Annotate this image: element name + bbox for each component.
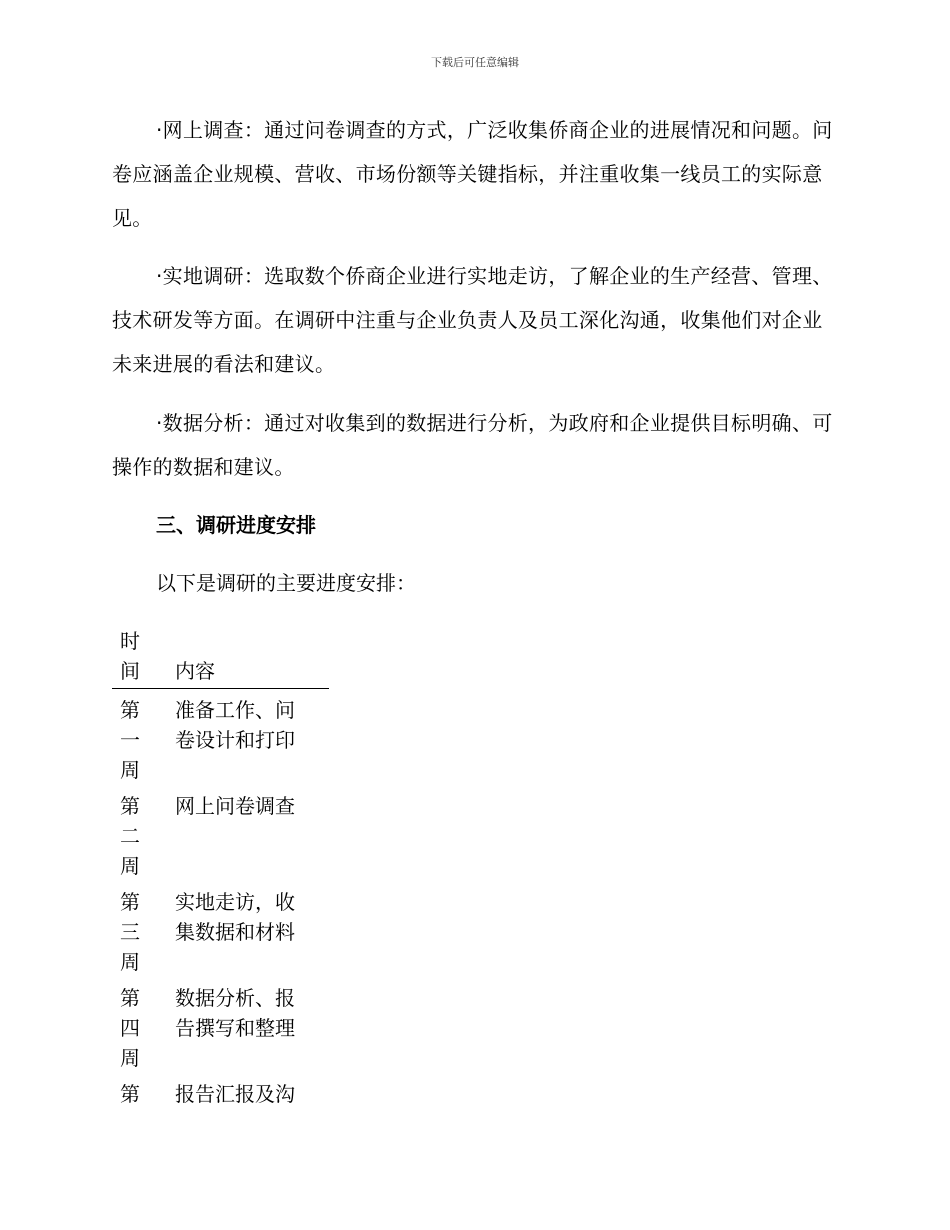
table-row <box>112 1073 329 1109</box>
header-time: 时间 <box>112 626 175 689</box>
paragraph-online-survey: ·网上调查：通过问卷调查的方式，广泛收集侨商企业的进展情况和问题。问卷应涵盖企业规模、营收、市场份额等关键指标，并注重收集一线员工的实际意见。 <box>112 118 833 230</box>
section-intro: 以下是调研的主要进度安排： <box>156 571 416 595</box>
row-content: 网上问卷调查 <box>175 794 295 818</box>
row-time: 第三周 <box>120 890 140 974</box>
row-time: 第四周 <box>120 986 140 1070</box>
row-content: 实地走访，收集数据和材料 <box>175 890 295 944</box>
paragraph-data-analysis: ·数据分析：通过对收集到的数据进行分析，为政府和企业提供目标明确、可操作的数据和建议。 <box>112 411 833 479</box>
row-time: 第二周 <box>120 794 140 878</box>
schedule-table <box>112 626 329 1109</box>
row-time: 第一周 <box>120 698 140 782</box>
row-content: 准备工作、问卷设计和打印 <box>175 698 295 752</box>
row-content: 数据分析、报告撰写和整理 <box>175 986 295 1040</box>
table-row <box>112 785 329 881</box>
table-row <box>112 977 329 1073</box>
page-header-note: 下载后可任意编辑 <box>431 56 519 69</box>
row-content: 报告汇报及沟 <box>175 1082 295 1106</box>
table-row <box>112 881 329 977</box>
table-row <box>112 689 329 786</box>
table-header-row <box>112 626 329 689</box>
row-time: 第 <box>120 1082 140 1106</box>
paragraph-field-research: ·实地调研：选取数个侨商企业进行实地走访，了解企业的生产经营、管理、技术研发等方面。在调研中注重与企业负责人及员工深化沟通，收集他们对企业未来进展的看法和建议。 <box>112 264 833 376</box>
section-heading: 三、调研进度安排 <box>156 513 316 537</box>
header-content: 内容 <box>175 626 329 689</box>
